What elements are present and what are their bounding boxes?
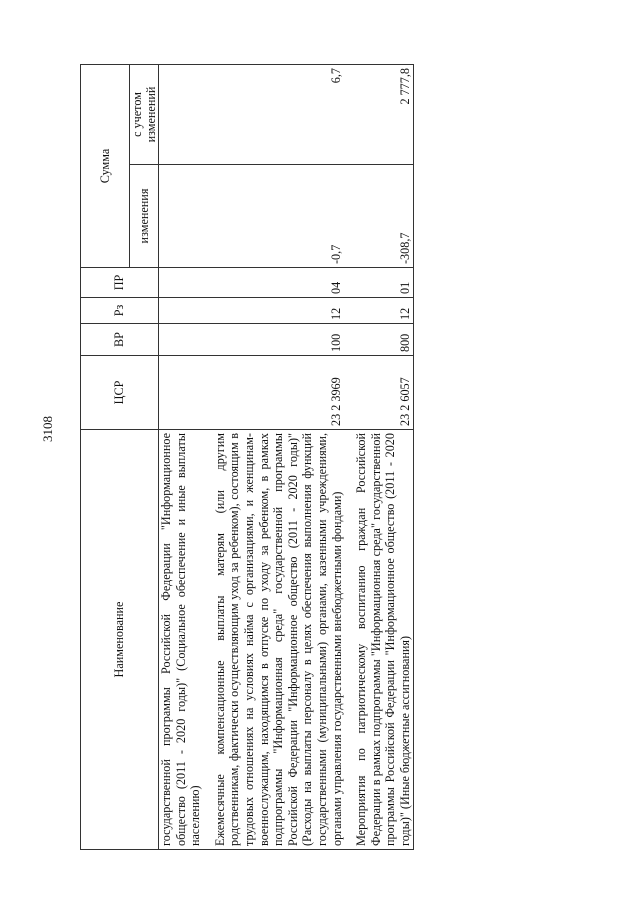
header-pr: ПР bbox=[81, 268, 159, 298]
row-change bbox=[159, 165, 203, 268]
header-vr: ВР bbox=[81, 324, 159, 356]
row-change: -0,7 bbox=[213, 165, 344, 268]
row-total: 6,7 bbox=[213, 64, 344, 164]
row-change: -308,7 bbox=[354, 165, 413, 268]
row-name: Ежемесячные компенсационные выплаты матерям (или другим родственникам, фактически осуществляющим уход за ребенком), состоящим в трудовых отношениях на условиях найма с организациями, и женщинам-военнослужащим, находящимся в отпуске по уходу за ребенком, в рамках подпрограммы "Информационная среда" государственной программы Российской Федерации "Информационное общество (2011 - 2020 годы)" (Расходы на выплаты персоналу в целях обеспечения выполнения функций государственными (муниципальными) органами, казенными учреждениями, органами управления государственными внебюджетными фондами) bbox=[213, 430, 344, 850]
table-row bbox=[213, 64, 344, 849]
row-csr: 23 2 3969 bbox=[213, 356, 344, 430]
row-total: 2 777,8 bbox=[354, 64, 413, 164]
row-rz bbox=[159, 298, 203, 324]
row-total bbox=[159, 64, 203, 164]
table-row bbox=[354, 64, 413, 849]
row-pr: 04 bbox=[213, 268, 344, 298]
row-pr: 01 bbox=[354, 268, 413, 298]
header-rz: Рз bbox=[81, 298, 159, 324]
row-csr: 23 2 6057 bbox=[354, 356, 413, 430]
header-with-changes: с учетом изменений bbox=[130, 64, 159, 164]
table-row bbox=[159, 64, 203, 849]
budget-table bbox=[80, 64, 414, 850]
row-csr bbox=[159, 356, 203, 430]
row-name: Мероприятия по патриотическому воспитанию граждан Российской Федерации в рамках подпрограммы "Информационная среда" государственной программы Российской Федерации "Информационное общество (2011 - 2020 годы)" (Иные бюджетные ассигнования) bbox=[354, 430, 413, 850]
row-vr: 100 bbox=[213, 324, 344, 356]
header-changes: изменения bbox=[130, 165, 159, 268]
row-rz: 12 bbox=[213, 298, 344, 324]
row-vr: 800 bbox=[354, 324, 413, 356]
row-vr bbox=[159, 324, 203, 356]
page-number: 3108 bbox=[40, 416, 55, 442]
header-name: Наименование bbox=[81, 430, 159, 850]
header-csr: ЦСР bbox=[81, 356, 159, 430]
header-sum: Сумма bbox=[81, 64, 130, 267]
row-rz: 12 bbox=[354, 298, 413, 324]
row-pr bbox=[159, 268, 203, 298]
budget-table-rotated bbox=[80, 65, 600, 850]
row-name: государственной программы Российской Федерации "Информационное общество (2011 - 2020 годы)" (Социальное обеспечение и иные выплаты населению) bbox=[159, 430, 203, 850]
